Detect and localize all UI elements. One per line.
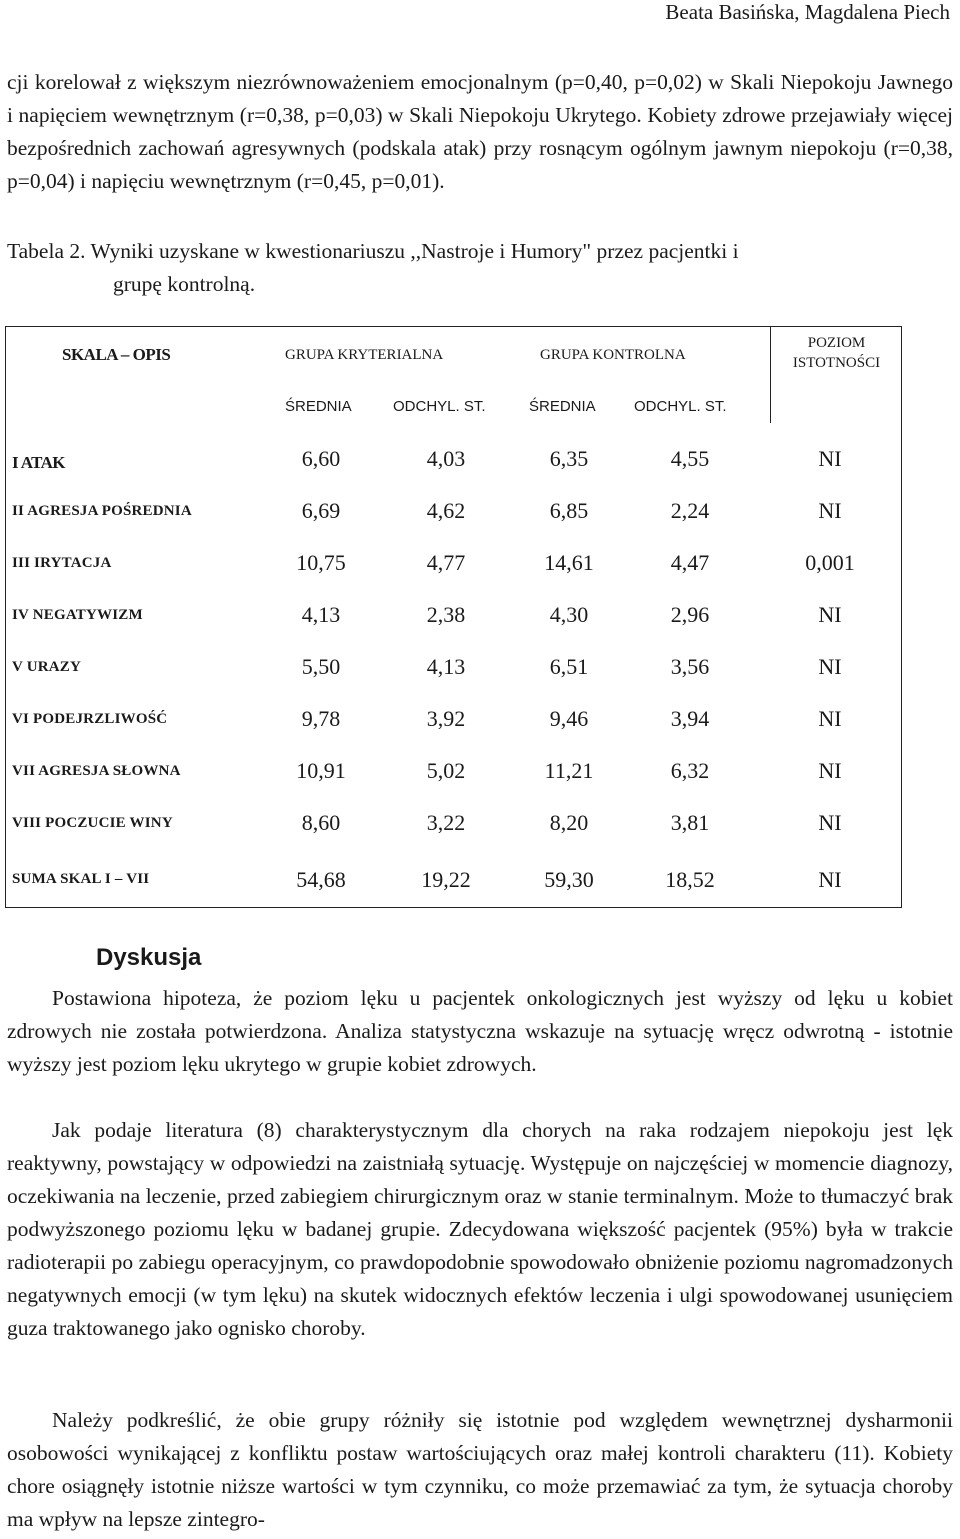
- row-label: II AGRESJA POŚREDNIA: [12, 503, 192, 519]
- cell-sd-control: 4,47: [670, 550, 710, 575]
- table-row: [6, 747, 903, 799]
- cell-mean-criterial: 10,91: [296, 758, 346, 783]
- table-row: [6, 695, 903, 747]
- cell-significance: NI: [818, 654, 842, 679]
- discussion-paragraph-2: Jak podaje literatura (8) charakterystycznym dla chorych na raka rodzajem niepokoju jest lęk reaktywny, powstający w odpowiedzi na zaistniałą sytuację. Występuje on najczęściej w momencie diagnozy, oczekiwania na leczenie, przed zabiegiem chirurgicznym oraz w stanie terminalnym. Może to tłumaczyć brak podwyższonego poziomu lęku w badanej grupie. Zdecydowana większość pacjentek (95%) była w trakcie radioterapii po zabiegu operacyjnym, co prawdopodobnie spowodowało obniżenie poziomu nagromadzonych negatywnych emocji (w tym lęku) na skutek widocznych efektów leczenia i ulgi spowodowanej usunięciem guza traktowanego jako ognisko choroby.: [7, 1118, 953, 1340]
- cell-sd-control: 3,94: [670, 706, 710, 731]
- cell-sd-control: 2,96: [670, 602, 710, 627]
- row-label: IV NEGATYWIZM: [12, 607, 143, 623]
- cell-mean-control: 6,35: [549, 446, 589, 471]
- cell-mean-criterial: 6,69: [301, 498, 341, 523]
- cell-sd-control: 4,55: [670, 446, 710, 471]
- header-mean-criterial: ŚREDNIA: [285, 398, 352, 415]
- cell-mean-control: 6,85: [549, 498, 589, 523]
- cell-mean-control: 4,30: [549, 602, 589, 627]
- cell-sd-control: 18,52: [665, 867, 715, 892]
- header-group-criterial: GRUPA KRYTERIALNA: [285, 347, 444, 363]
- discussion-paragraph-1: Postawiona hipoteza, że poziom lęku u pacjentek onkologicznych jest wyższy od lęku u kobiet zdrowych nie została potwierdzona. Analiza statystyczna wskazuje na sytuację wręcz odwrotną - istotnie wyższy jest poziom lęku ukrytego w grupie kobiet zdrowych.: [7, 986, 953, 1076]
- cell-mean-criterial: 9,78: [301, 706, 341, 731]
- results-table: [5, 326, 902, 908]
- cell-significance: NI: [818, 706, 842, 731]
- cell-sd-criterial: 4,62: [426, 498, 466, 523]
- header-significance-line2: ISTOTNOŚCI: [792, 355, 881, 371]
- row-label: I ATAK: [12, 453, 65, 472]
- cell-significance: NI: [818, 446, 842, 471]
- table-caption: [7, 235, 953, 301]
- cell-sd-criterial: 19,22: [421, 867, 471, 892]
- cell-significance: NI: [818, 758, 842, 783]
- cell-mean-control: 59,30: [544, 867, 594, 892]
- cell-sd-criterial: 5,02: [426, 758, 466, 783]
- row-label: SUMA SKAL I – VII: [12, 871, 150, 887]
- cell-mean-criterial: 54,68: [296, 867, 346, 892]
- table-row: [6, 487, 903, 539]
- cell-mean-control: 8,20: [549, 810, 589, 835]
- row-label: VIII POCZUCIE WINY: [12, 815, 173, 831]
- table-row: [6, 539, 903, 591]
- cell-mean-criterial: 8,60: [301, 810, 341, 835]
- cell-sd-control: 3,81: [670, 810, 710, 835]
- cell-mean-criterial: 5,50: [301, 654, 341, 679]
- section-title-discussion: Dyskusja: [96, 944, 202, 971]
- cell-mean-criterial: 10,75: [296, 550, 346, 575]
- header-scale: SKALA – OPIS: [62, 345, 171, 364]
- cell-sd-criterial: 4,77: [426, 550, 466, 575]
- cell-sd-control: 6,32: [670, 758, 710, 783]
- cell-mean-control: 14,61: [544, 550, 594, 575]
- header-sd-criterial: ODCHYL. ST.: [393, 398, 486, 415]
- cell-mean-criterial: 4,13: [301, 602, 341, 627]
- cell-mean-control: 11,21: [544, 758, 594, 783]
- row-label: VI PODEJRZLIWOŚĆ: [12, 711, 168, 727]
- table-row: [6, 643, 903, 695]
- cell-mean-criterial: 6,60: [301, 446, 341, 471]
- cell-sd-criterial: 2,38: [426, 602, 466, 627]
- cell-mean-control: 6,51: [549, 654, 589, 679]
- header-significance: [770, 333, 903, 373]
- table-row: [6, 799, 903, 851]
- row-label: III IRYTACJA: [12, 555, 112, 571]
- cell-sd-control: 3,56: [670, 654, 710, 679]
- discussion-paragraph-3: Należy podkreślić, że obie grupy różniły się istotnie pod względem wewnętrznej dysharmonii osobowości wynikającej z konfliktu postaw wartościujących oraz małej kontroli charakteru (11). Kobiety chore osiągnęły istotnie niższe wartości w tym czynniku, co może przemawiać za tym, że sytuacja choroby ma wpływ na lepsze zintegro-: [7, 1408, 953, 1531]
- header-significance-line1: POZIOM: [807, 335, 866, 351]
- table-caption-line2: grupę kontrolną.: [113, 272, 256, 296]
- cell-sd-criterial: 3,22: [426, 810, 466, 835]
- cell-mean-control: 9,46: [549, 706, 589, 731]
- header-group-control: GRUPA KONTROLNA: [540, 347, 686, 363]
- row-label: V URAZY: [12, 659, 82, 675]
- cell-sd-criterial: 4,03: [426, 446, 466, 471]
- cell-significance: 0,001: [805, 550, 855, 575]
- running-head-authors: Beata Basińska, Magdalena Piech: [665, 0, 950, 24]
- cell-sd-criterial: 4,13: [426, 654, 466, 679]
- cell-significance: NI: [818, 602, 842, 627]
- cell-sd-control: 2,24: [670, 498, 710, 523]
- table-row: [6, 591, 903, 643]
- row-label: VII AGRESJA SŁOWNA: [12, 763, 181, 779]
- table-row: [6, 435, 903, 487]
- cell-significance: NI: [818, 867, 842, 892]
- header-mean-control: ŚREDNIA: [529, 398, 596, 415]
- header-sd-control: ODCHYL. ST.: [634, 398, 727, 415]
- table-row: [6, 853, 903, 905]
- table-caption-line1: Tabela 2. Wyniki uzyskane w kwestionariuszu ,,Nastroje i Humory" przez pacjentki i: [7, 239, 739, 263]
- cell-significance: NI: [818, 810, 842, 835]
- cell-sd-criterial: 3,92: [426, 706, 466, 731]
- intro-paragraph: cji korelował z większym niezrównoważeniem emocjonalnym (p=0,40, p=0,02) w Skali Niepokoju Jawnego i napięciem wewnętrznym (r=0,38, p=0,03) w Skali Niepokoju Ukrytego. Kobiety zdrowe przejawiały więcej bezpośrednich zachowań agresywnych (podskala atak) przy rosnącym ogólnym jawnym niepokoju (r=0,38, p=0,04) i napięciu wewnętrznym (r=0,45, p=0,01).: [7, 70, 953, 193]
- cell-significance: NI: [818, 498, 842, 523]
